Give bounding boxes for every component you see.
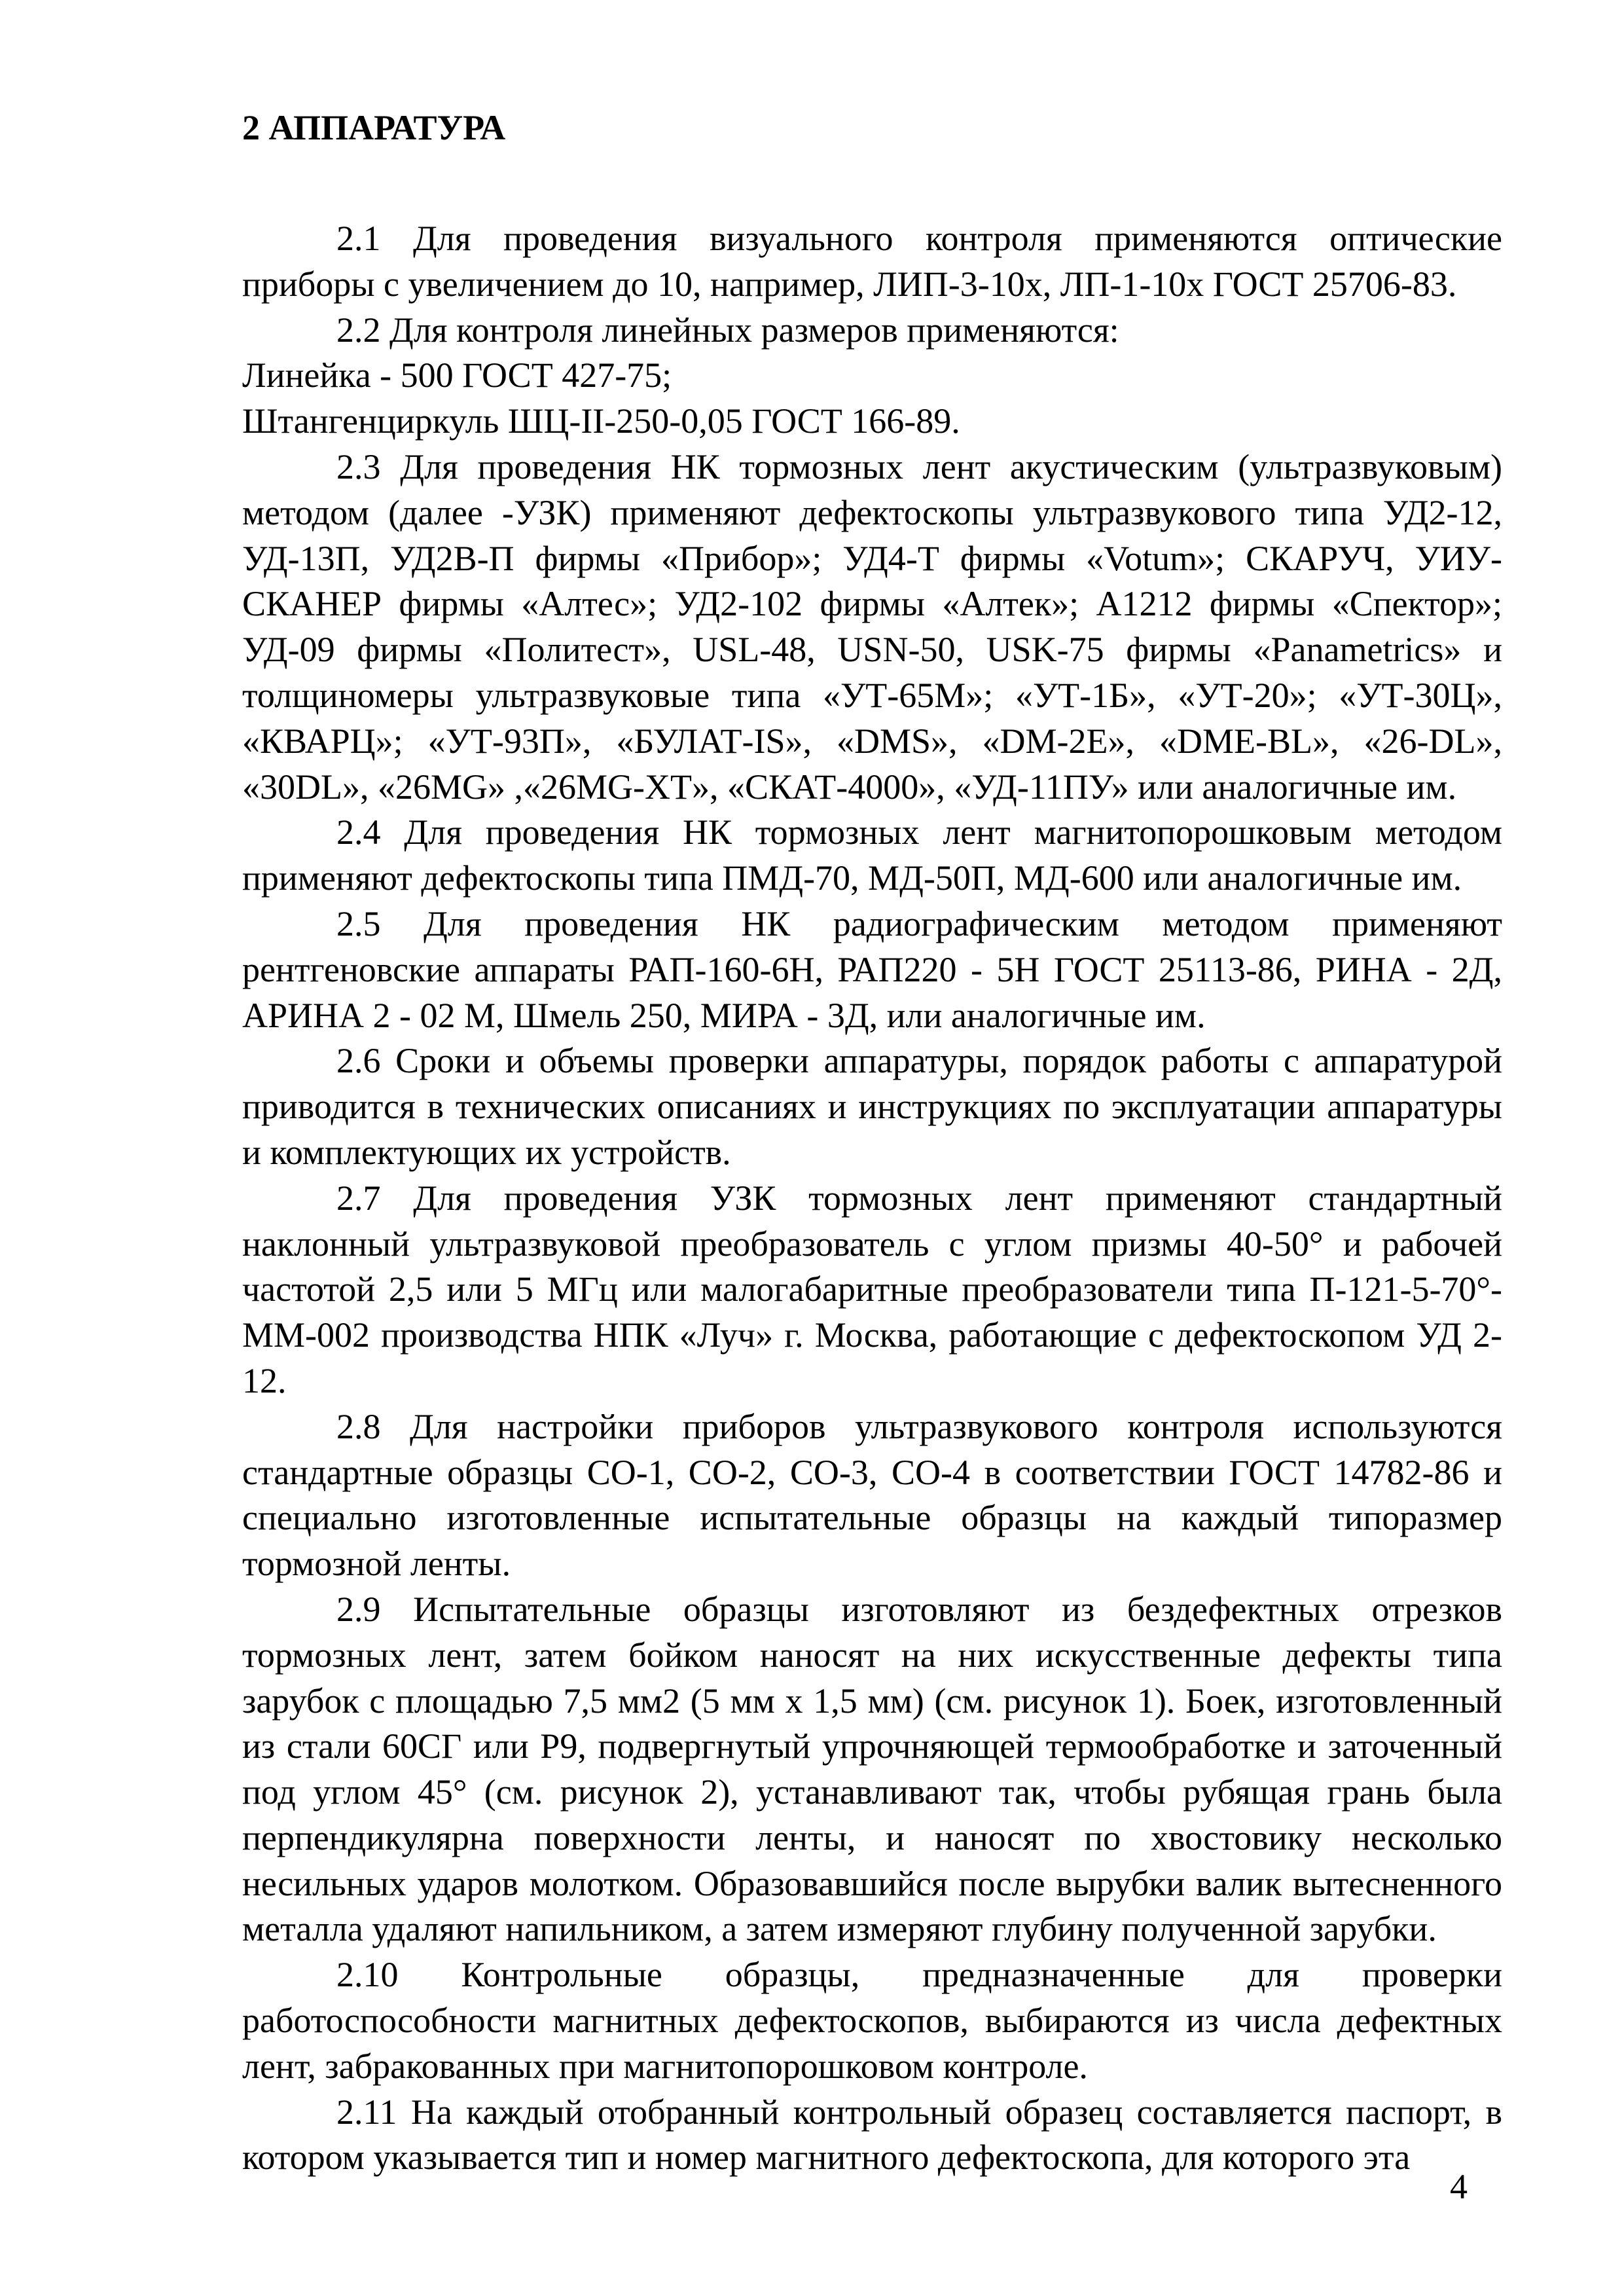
paragraph-2-5: 2.5 Для проведения НК радиографическим методом применяют рентгеновские аппараты РАП-160-6Н, РАП220 - 5Н ГОСТ 25113-86, РИНА - 2Д, АРИНА 2 - 02 М, Шмель 250, МИРА - 3Д, или аналогичные им. [242,903,1502,1035]
paragraph-2-2-line-2: Штангенциркуль ШЦ-II-250-0,05 ГОСТ 166-89. [242,401,960,441]
document-page [242,105,1502,2181]
paragraph-2-9: 2.9 Испытательные образцы изготовляют из бездефектных отрезков тормозных лент, затем бойком наносят на них искусственные дефекты типа зарубок с площадью 7,5 мм2 (5 мм х 1,5 мм) (см. рисунок 1). Боек, изготовленный из стали 60СГ или Р9, подвергнутый упрочняющей термообработке и заточенный под углом 45° (см. рисунок 2), устанавливают так, чтобы рубящая грань была перпендикулярна поверхности ленты, и наносят по хвостовику несколько несильных ударов молотком. Образовавшийся после вырубки валик вытесненного металла удаляют напильником, а затем измеряют глубину полученной зарубки. [242,1589,1502,1949]
paragraph-2-10: 2.10 Контрольные образцы, предназначенные для проверки работоспособности магнитных дефектоскопов, выбираются из числа дефектных лент, забракованных при магнитопорошковом контроле. [242,1955,1502,2086]
paragraph-2-8: 2.8 Для настройки приборов ультразвукового контроля используются стандартные образцы СО-1, СО-2, СО-3, СО-4 в соответствии ГОСТ 14782-86 и специально изготовленные испытательные образцы на каждый типоразмер тормозной ленты. [242,1406,1502,1584]
paragraph-2-11: 2.11 На каждый отобранный контрольный образец составляется паспорт, в котором указывается тип и номер магнитного дефектоскопа, для которого эта [242,2092,1502,2178]
paragraph-2-1: 2.1 Для проведения визуального контроля применяются оптические приборы с увеличением до 10, например, ЛИП-3-10х, ЛП-1-10х ГОСТ 25706-83. [242,219,1502,304]
section-title: 2 АППАРАТУРА [242,108,506,147]
paragraph-2-2-line-1: Линейка - 500 ГОСТ 427-75; [242,355,672,395]
paragraph-2-7: 2.7 Для проведения УЗК тормозных лент применяют стандартный наклонный ультразвуковой преобразователь с углом призмы 40-50° и рабочей частотой 2,5 или 5 МГц или малогабаритные преобразователи типа П-121-5-70°-ММ-002 производства НПК «Луч» г. Москва, работающие с дефектоскопом УД 2-12. [242,1178,1502,1400]
paragraph-2-3: 2.3 Для проведения НК тормозных лент акустическим (ультразвуковым) методом (далее -УЗК) применяют дефектоскопы ультразвукового типа УД2-12, УД-13П, УД2В-П фирмы «Прибор»; УД4-Т фирмы «Votum»; СКАРУЧ, УИУ-СКАНЕР фирмы «Алтес»; УД2-102 фирмы «Алтек»; А1212 фирмы «Спектор»; УД-09 фирмы «Политест», USL-48, USN-50, USK-75 фирмы «Panametrics» и толщиномеры ультразвуковые типа «УТ-65М»; «УТ-1Б», «УТ-20»; «УТ-30Ц», «КВАРЦ»; «УТ-93П», «БУЛАТ-IS», «DMS», «DM-2E», «DME-BL», «26-DL», «30DL», «26MG» ,«26MG-XT», «СКАТ-4000», «УД-11ПУ» или аналогичные им. [242,446,1502,807]
paragraph-2-4: 2.4 Для проведения НК тормозных лент магнитопорошковым методом применяют дефектоскопы типа ПМД-70, МД-50П, МД-600 или аналогичные им. [242,812,1502,898]
page-number: 4 [1450,2167,1468,2206]
paragraph-2-2: 2.2 Для контроля линейных размеров применяются: [336,310,1119,350]
paragraph-2-6: 2.6 Сроки и объемы проверки аппаратуры, порядок работы с аппаратурой приводится в технических описаниях и инструкциях по эксплуатации аппаратуры и комплектующих их устройств. [242,1041,1502,1172]
